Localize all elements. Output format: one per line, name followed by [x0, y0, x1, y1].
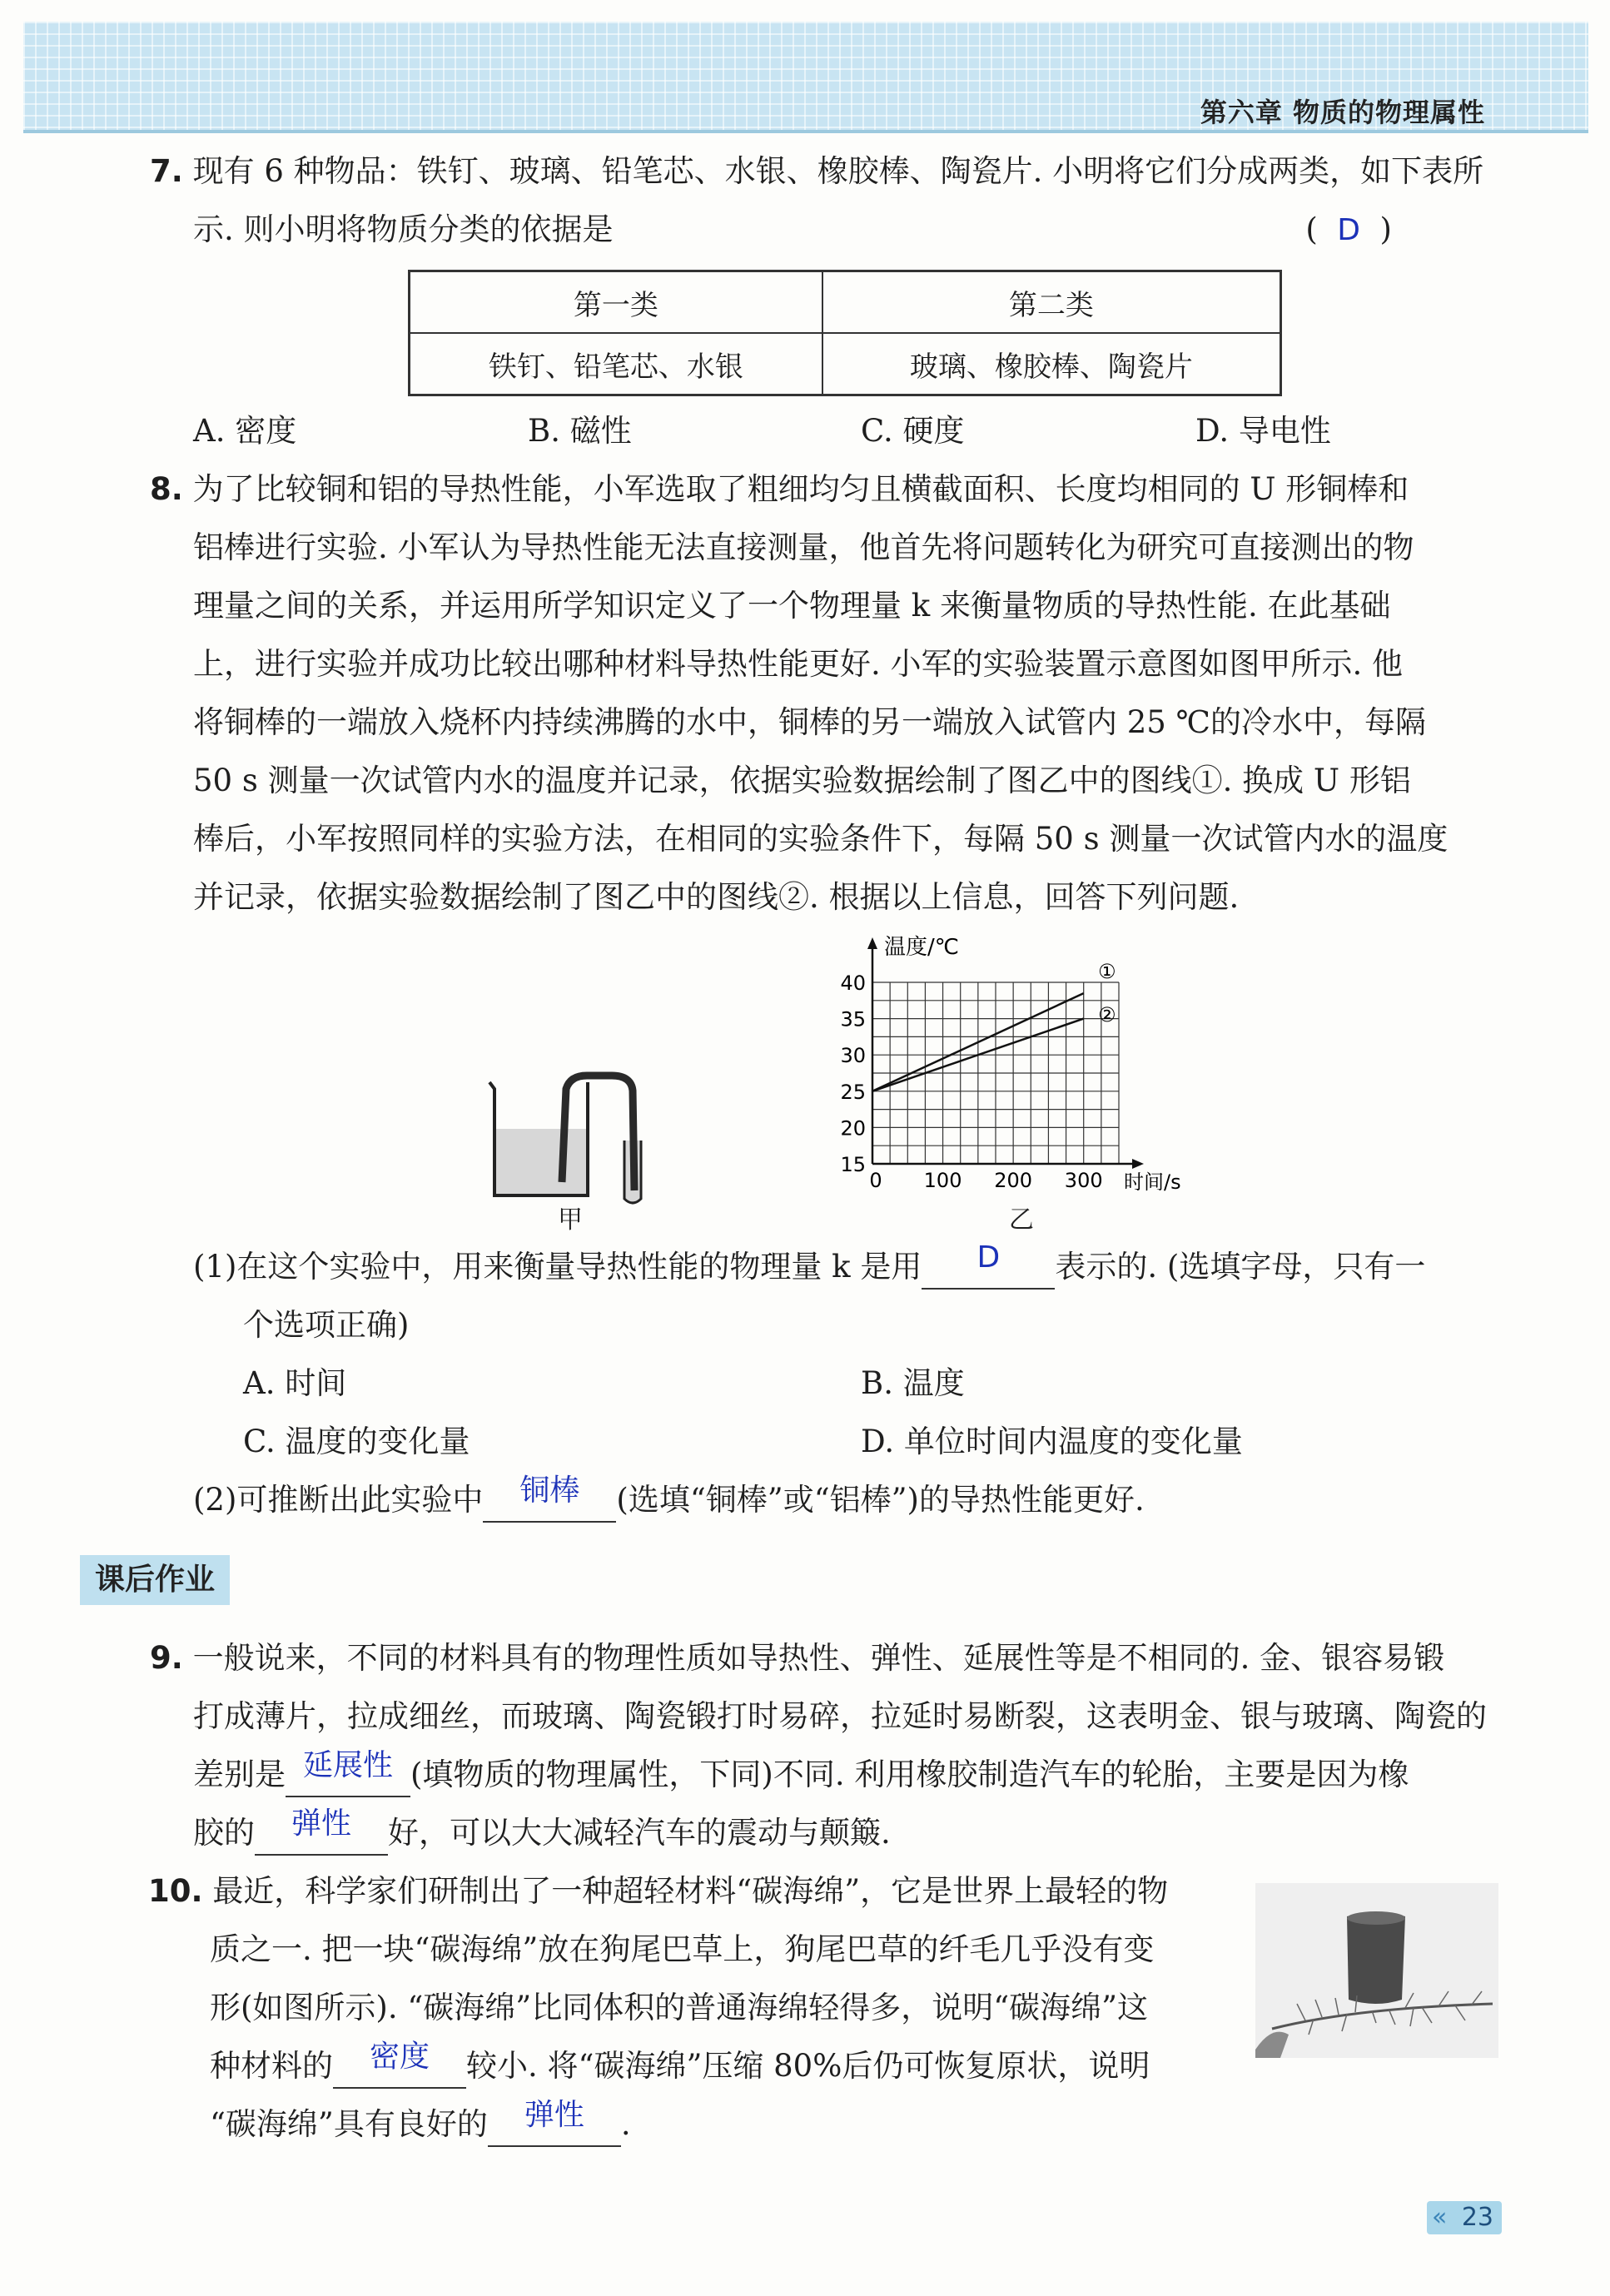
q9-text2: 打成薄片，拉成细丝，而玻璃、陶瓷锻打时易碎，拉延时易断裂，这表明金、银与玻璃、陶瓷的	[193, 1698, 1487, 1734]
q10-line4-pre: 种材料的	[210, 2048, 333, 2084]
q9-number: 9.	[150, 1640, 183, 1676]
q7-option-a: A. 密度	[193, 413, 297, 449]
q7-table-cell-2: 玻璃、橡胶棒、陶瓷片	[822, 333, 1281, 395]
q10-answer1: 密度	[369, 2040, 430, 2074]
q8-sub2-answer: 铜棒	[519, 1474, 580, 1508]
q10-text2: 质之一. 把一块“碳海绵”放在狗尾巴草上，狗尾巴草的纤毛几乎没有变	[210, 1931, 1155, 1967]
y-tick-label: 40	[840, 972, 866, 995]
q10-line5-pre: “碳海绵”具有良好的	[210, 2106, 488, 2142]
fig-jia-apparatus	[483, 1066, 666, 1207]
y-tick-label: 30	[840, 1044, 866, 1068]
chart-series	[872, 960, 1116, 1091]
page-number-text: 23	[1461, 2203, 1493, 2232]
q8-sub1-option-d: D. 单位时间内温度的变化量	[861, 1424, 1243, 1459]
q9-line3	[193, 1748, 1409, 1799]
fig-yi-chart	[824, 932, 1224, 1199]
q10-line1	[148, 1870, 1168, 1913]
y-axis-arrow	[867, 937, 877, 949]
q8-text7: 棒后，小军按照同样的实验方法，在相同的实验条件下，每隔 50 s 测量一次试管内水的温度	[193, 821, 1449, 857]
q8-sub2-blank	[483, 1474, 616, 1523]
carbon-sponge-illustration	[1255, 1883, 1498, 2058]
q7-answer: D	[1337, 213, 1361, 247]
q10-blank2	[488, 2098, 621, 2147]
chart-ticks	[840, 972, 1102, 1192]
q8-text4: 上，进行实验并成功比较出哪种材料导热性能更好. 小军的实验装置示意图如图甲所示. 他	[193, 646, 1404, 682]
q10-text3: 形(如图所示). “碳海绵”比同体积的普通海绵轻得多，说明“碳海绵”这	[210, 1990, 1149, 2025]
page-number	[1427, 2201, 1502, 2234]
q9-answer2: 弹性	[291, 1806, 351, 1841]
q10-text1: 最近，科学家们研制出了一种超轻材料“碳海绵”，它是世界上最轻的物	[212, 1873, 1169, 1909]
beaker-water	[494, 1129, 588, 1195]
q8-text8: 并记录，依据实验数据绘制了图乙中的图线②. 根据以上信息，回答下列问题.	[193, 879, 1240, 915]
x-axis-arrow	[1132, 1159, 1144, 1169]
q9-line3-post: (填物质的物理属性，下同)不同. 利用橡胶制造汽车的轮胎，主要是因为橡	[410, 1757, 1409, 1792]
q7-table-cell-1: 铁钉、铅笔芯、水银	[410, 333, 822, 395]
q10-answer2: 弹性	[524, 2098, 584, 2132]
q7-table-header-1: 第一类	[410, 271, 822, 334]
y-tick-label: 15	[840, 1153, 866, 1176]
carbon-sponge	[1347, 1912, 1405, 2004]
section-tag-homework: 课后作业	[80, 1555, 230, 1605]
q8-number: 8.	[150, 471, 183, 507]
fig-yi-label: 乙	[1009, 1205, 1034, 1235]
q8-sub1-pre: (1)在这个实验中，用来衡量导热性能的物理量 k 是用	[193, 1249, 922, 1285]
q8-sub1-post: 表示的. (选填字母，只有一	[1055, 1249, 1426, 1285]
q9-line1	[150, 1637, 1444, 1680]
q8-text1: 为了比较铜和铝的导热性能，小军选取了粗细均匀且横截面积、长度均相同的 U 形铜棒和	[192, 471, 1409, 507]
q9-line3-pre: 差别是	[193, 1757, 286, 1792]
chapter-title: 第六章 物质的物理属性	[1200, 97, 1485, 128]
q10-line5	[210, 2098, 631, 2149]
q10-blank1	[333, 2040, 466, 2089]
q7-text2: 示. 则小明将物质分类的依据是	[193, 211, 614, 247]
q8-sub1-option-a: A. 时间	[243, 1365, 347, 1401]
q8-sub1-line2: 个选项正确)	[243, 1307, 410, 1343]
q9-line4-post: 好，可以大大减轻汽车的震动与颠簸.	[388, 1815, 891, 1851]
q8-sub1-option-b: B. 温度	[861, 1365, 965, 1401]
q8-text3: 理量之间的关系，并运用所学知识定义了一个物理量 k 来衡量物质的导热性能. 在此基础	[193, 588, 1391, 624]
chart-ylabel: 温度/℃	[884, 935, 959, 960]
q9-blank2	[255, 1806, 388, 1856]
q8-text2: 铝棒进行实验. 小军认为导热性能无法直接测量，他首先将问题转化为研究可直接测出的物	[193, 529, 1414, 565]
q7-line1	[150, 150, 1483, 193]
q8-sub1-answer: D	[976, 1240, 1001, 1275]
q7-table-header-2: 第二类	[822, 271, 1281, 334]
q7-option-c: C. 硬度	[861, 413, 965, 449]
q10-number: 10.	[148, 1873, 203, 1909]
x-tick-label: 200	[994, 1169, 1033, 1192]
fig-jia-label: 甲	[558, 1205, 583, 1235]
q8-sub2-post: (选填“铜棒”或“铝棒”)的导热性能更好.	[616, 1482, 1145, 1518]
q8-sub1-option-c: C. 温度的变化量	[243, 1424, 470, 1459]
q9-answer1: 延展性	[302, 1748, 393, 1782]
q8-sub2-pre: (2)可推断出此实验中	[193, 1482, 484, 1518]
chart-xlabel: 时间/s	[1124, 1170, 1181, 1194]
q7-option-d: D. 导电性	[1195, 413, 1331, 449]
q8-sub2-line	[193, 1474, 1145, 1524]
q8-line1	[150, 468, 1409, 511]
q9-text1: 一般说来，不同的材料具有的物理性质如导热性、弹性、延展性等是不相同的. 金、银容易锻	[192, 1640, 1445, 1676]
q7-text1: 现有 6 种物品：铁钉、玻璃、铅笔芯、水银、橡胶棒、陶瓷片. 小明将它们分成两类，如下表所	[192, 153, 1484, 189]
series-label-1: ①	[1097, 959, 1116, 983]
x-tick-label: 100	[923, 1169, 962, 1192]
q8-sub1-line1	[193, 1240, 1426, 1291]
chevron-left-icon: «	[1432, 2203, 1448, 2232]
q9-line4-pre: 胶的	[193, 1815, 255, 1851]
header-rule	[23, 130, 1588, 133]
y-tick-label: 35	[840, 1007, 866, 1031]
carbon-sponge-photo	[1255, 1883, 1498, 2058]
q7-number: 7.	[150, 153, 183, 189]
y-tick-label: 25	[840, 1080, 866, 1104]
q7-option-b: B. 磁性	[528, 413, 632, 449]
x-tick-label: 0	[869, 1169, 882, 1192]
q7-line2	[193, 208, 1500, 251]
q10-line5-post: .	[620, 2106, 631, 2142]
y-tick-label: 20	[840, 1116, 866, 1141]
x-tick-label: 300	[1064, 1169, 1103, 1192]
q9-blank1	[286, 1748, 410, 1797]
q8-text6: 50 s 测量一次试管内水的温度并记录，依据实验数据绘制了图乙中的图线①. 换成 U 形铝	[193, 763, 1411, 798]
q7-table	[408, 270, 1282, 396]
series-label-2: ②	[1097, 1003, 1116, 1027]
q10-line4	[210, 2040, 1150, 2090]
q7-answer-paren: ( D )	[1305, 211, 1392, 247]
q8-sub1-blank	[922, 1240, 1055, 1290]
q10-line4-post: 较小. 将“碳海绵”压缩 80%后仍可恢复原状，说明	[466, 2048, 1150, 2084]
q8-text5: 将铜棒的一端放入烧杯内持续沸腾的水中，铜棒的另一端放入试管内 25 ℃的冷水中，每隔	[193, 704, 1426, 740]
q9-line4	[193, 1806, 891, 1857]
